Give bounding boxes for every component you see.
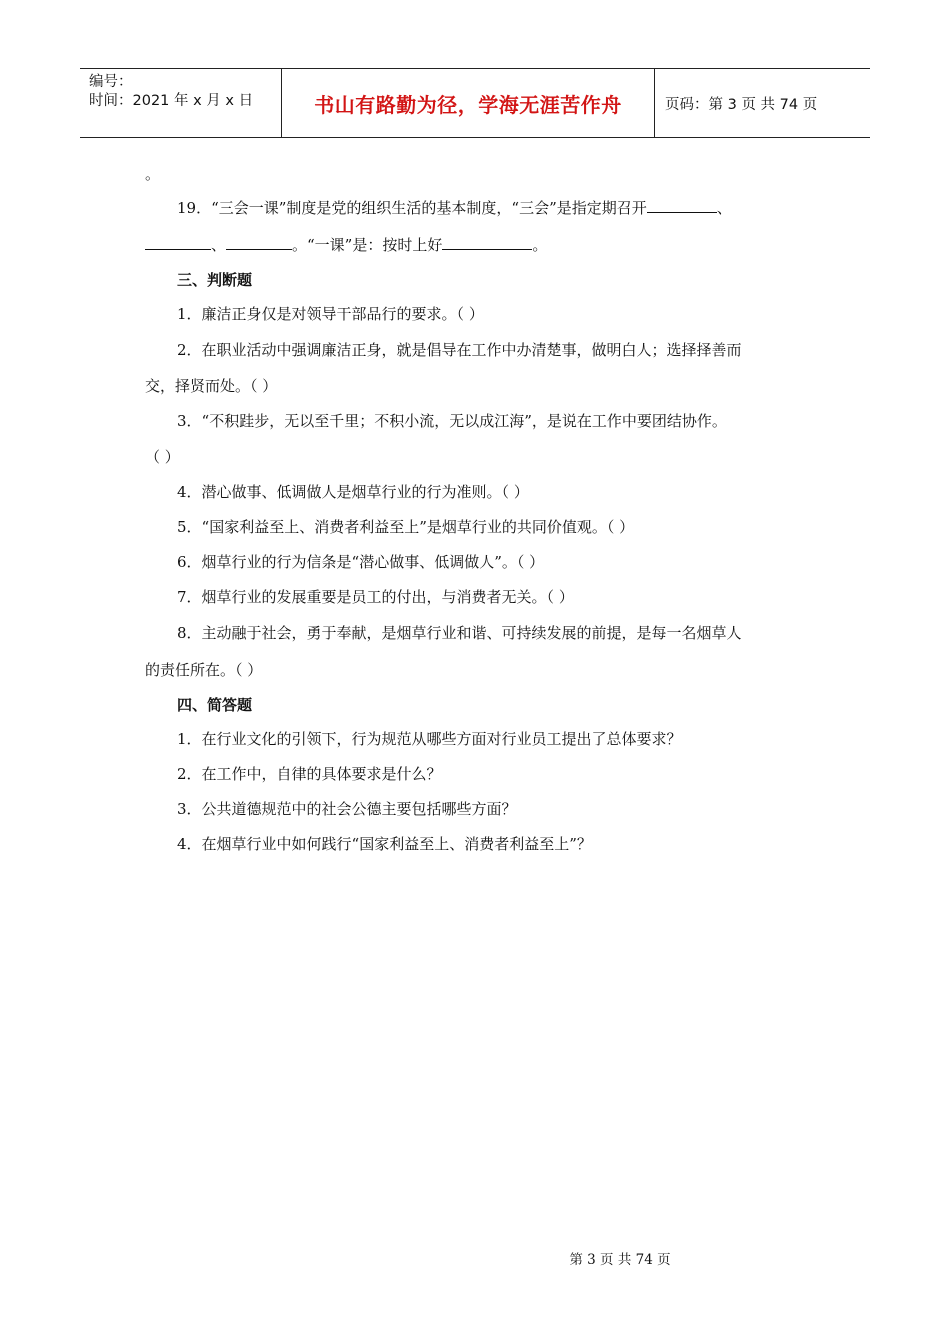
header-page-cell xyxy=(655,69,870,137)
question-19-line1 xyxy=(177,197,732,218)
question-19-line2 xyxy=(145,234,547,255)
short-answer-2: 2．在工作中，自律的具体要求是什么？ xyxy=(177,765,442,783)
judgment-2-line2: 交，择贤而处。（ ） xyxy=(145,377,278,395)
short-answer-3: 3．公共道德规范中的社会公德主要包括哪些方面？ xyxy=(177,800,517,818)
judgment-1: 1．廉洁正身仅是对领导干部品行的要求。（ ） xyxy=(177,305,484,323)
time-label: 时间：2021 年 x 月 x 日 xyxy=(89,93,254,109)
q19-separator: 、 xyxy=(211,236,227,254)
short-answer-1: 1．在行业文化的引领下，行为规范从哪些方面对行业员工提出了总体要求？ xyxy=(177,730,682,748)
section-4-title: 四、简答题 xyxy=(177,696,253,714)
short-answer-4: 4．在烟草行业中如何践行“国家利益至上、消费者利益至上”？ xyxy=(177,835,592,853)
judgment-7: 7．烟草行业的发展重要是员工的付出，与消费者无关。（ ） xyxy=(177,588,574,606)
judgment-8-line2: 的责任所在。（ ） xyxy=(145,661,263,679)
header-left-cell xyxy=(80,69,281,137)
judgment-5: 5．“国家利益至上、消费者利益至上”是烟草行业的共同价值观。（ ） xyxy=(177,518,635,536)
q19-text: 。“一课”是：按时上好 xyxy=(292,236,443,254)
judgment-2-line1: 2．在职业活动中强调廉洁正身，就是倡导在工作中办清楚事，做明白人；选择择善而 xyxy=(177,341,742,359)
judgment-8-line1: 8．主动融于社会，勇于奉献，是烟草行业和谐、可持续发展的前提，是每一名烟草人 xyxy=(177,624,742,642)
header-page-info: 页码：第 3 页 共 74 页 xyxy=(665,96,818,113)
page-header xyxy=(80,68,870,138)
judgment-6: 6．烟草行业的行为信条是“潜心做事、低调做人”。（ ） xyxy=(177,553,545,571)
q19-blank-2 xyxy=(145,234,211,250)
section-3-title: 三、判断题 xyxy=(177,271,253,289)
q19-end: 。 xyxy=(532,236,548,254)
page-footer xyxy=(0,1248,950,1268)
leading-period: 。 xyxy=(145,165,161,183)
number-label: 编号： xyxy=(89,74,133,90)
motto-text: 书山有路勤为径，学海无涯苦作舟 xyxy=(314,92,622,117)
judgment-3-line1: 3．“不积跬步，无以至千里；不积小流，无以成江海”，是说在工作中要团结协作。 xyxy=(177,412,727,430)
judgment-4: 4．潜心做事、低调做人是烟草行业的行为准则。（ ） xyxy=(177,483,529,501)
judgment-3-line2: （ ） xyxy=(145,448,180,466)
q19-blank-3 xyxy=(226,234,292,250)
q19-text: 19．“三会一课”制度是党的组织生活的基本制度，“三会”是指定期召开 xyxy=(177,199,647,217)
header-motto-cell xyxy=(281,69,655,137)
q19-separator: 、 xyxy=(716,199,732,217)
q19-blank-4 xyxy=(442,234,532,250)
q19-blank-1 xyxy=(647,197,717,213)
footer-page-number: 第 3 页 共 74 页 xyxy=(569,1252,671,1268)
